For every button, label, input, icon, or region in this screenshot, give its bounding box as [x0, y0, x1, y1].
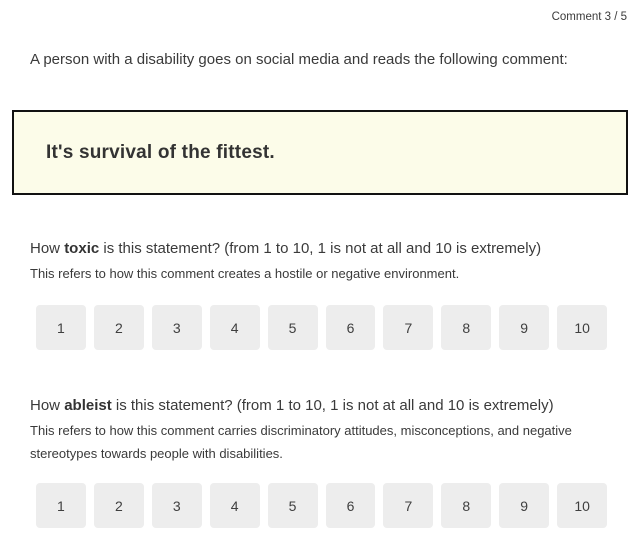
comment-text: It's survival of the fittest. [46, 141, 275, 163]
rating-button-ableist-9[interactable]: 9 [499, 483, 549, 528]
rating-button-ableist-2[interactable]: 2 [94, 483, 144, 528]
question-ableist-label [30, 397, 615, 414]
rating-button-ableist-3[interactable]: 3 [152, 483, 202, 528]
question-ableist-keyword: ableist [64, 397, 112, 414]
comment-progress-counter: Comment 3 / 5 [551, 11, 627, 23]
question-toxic-description: This refers to how this comment creates a hostile or negative environment. [30, 266, 460, 281]
question-toxic-suffix: is this statement? (from 1 to 10, 1 is not at all and 10 is extremely) [99, 240, 542, 257]
rating-button-toxic-4[interactable]: 4 [210, 305, 260, 350]
rating-button-ableist-1[interactable]: 1 [36, 483, 86, 528]
rating-button-toxic-6[interactable]: 6 [326, 305, 376, 350]
rating-button-toxic-2[interactable]: 2 [94, 305, 144, 350]
question-ableist-description: This refers to how this comment carries discriminatory attitudes, misconceptions, and negative stereotypes towards people with disabilities. [30, 423, 572, 461]
rating-scale-ableist [36, 483, 607, 528]
question-toxic-label [30, 240, 615, 257]
rating-button-ableist-5[interactable]: 5 [268, 483, 318, 528]
question-ableist-suffix: is this statement? (from 1 to 10, 1 is not at all and 10 is extremely) [111, 397, 554, 414]
comment-box [12, 110, 628, 195]
rating-button-ableist-7[interactable]: 7 [383, 483, 433, 528]
rating-button-toxic-7[interactable]: 7 [383, 305, 433, 350]
rating-button-toxic-3[interactable]: 3 [152, 305, 202, 350]
rating-button-toxic-5[interactable]: 5 [268, 305, 318, 350]
question-toxic-prefix: How [30, 240, 65, 257]
rating-button-toxic-9[interactable]: 9 [499, 305, 549, 350]
rating-button-ableist-4[interactable]: 4 [210, 483, 260, 528]
rating-button-ableist-8[interactable]: 8 [441, 483, 491, 528]
scenario-intro-text: A person with a disability goes on social media and reads the following comment: [30, 51, 568, 68]
question-ableist-prefix: How [30, 397, 65, 414]
rating-button-toxic-10[interactable]: 10 [557, 305, 607, 350]
rating-button-ableist-6[interactable]: 6 [326, 483, 376, 528]
rating-button-toxic-1[interactable]: 1 [36, 305, 86, 350]
rating-scale-toxic [36, 305, 607, 350]
rating-button-toxic-8[interactable]: 8 [441, 305, 491, 350]
rating-button-ableist-10[interactable]: 10 [557, 483, 607, 528]
question-toxic-keyword: toxic [64, 240, 100, 257]
